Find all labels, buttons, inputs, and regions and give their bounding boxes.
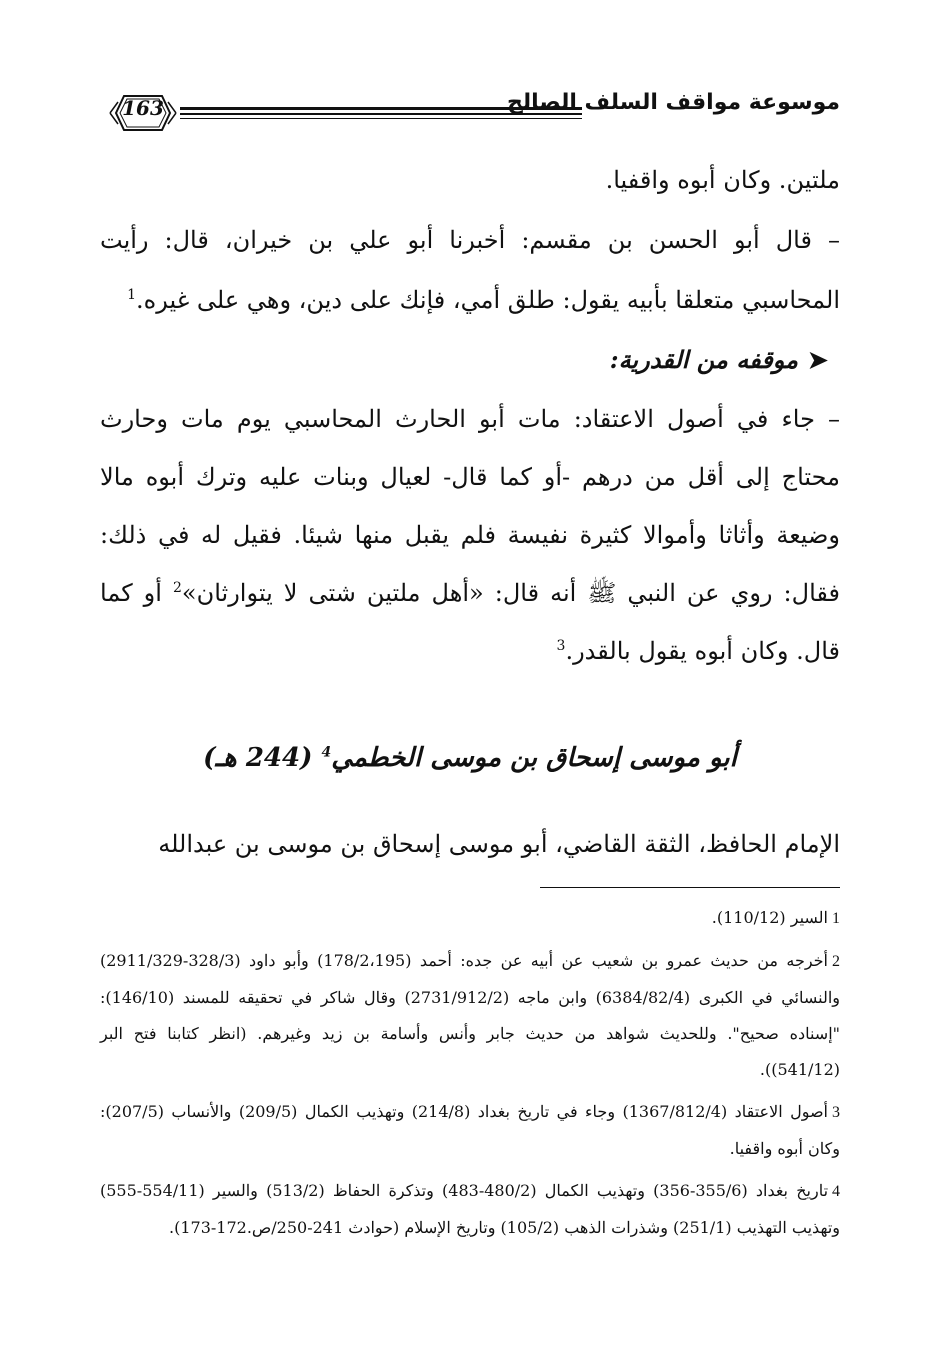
biography-date: (244 هـ) (203, 743, 322, 773)
paragraph (100, 390, 840, 680)
header-rule (180, 118, 582, 119)
paragraph (100, 210, 840, 330)
footnote (100, 1173, 840, 1246)
footnote-text: أخرجه من حديث عمرو بن شعيب عن أبيه عن جده: أحمد (178/2،195) وأبو داود (328/3-2911/329) والنسائي في الكبرى (6384/82/4) وابن ماجه (2731/912/2) وقال شاكر في تحقيقه للمسند (146/10): "إسناده صحيح". وللحديث شواهد من حديث جابر وأنس وأسامة بن زيد وغيرهم. (انظر كتابنا فتح البر (541/12)). (100, 951, 841, 1079)
biography-title (100, 728, 840, 788)
footnote-number: 1 (832, 910, 840, 927)
footnote-ref: 1 (127, 287, 137, 303)
footnote-number: 2 (832, 953, 840, 970)
footnote-text: أصول الاعتقاد (1367/812/4) وجاء في تاريخ بغداد (214/8) وتهذيب الكمال (209/5) والأنساب (207/5): وكان أبوه واقفيا. (100, 1102, 840, 1158)
footnote-text: تاريخ بغداد (355/6-356) وتهذيب الكمال (480/2-483) وتذكرة الحفاظ (513/2) والسير (554/11-555) وتهذيب التهذيب (251/1) وشذرات الذهب (105/2) وتاريخ الإسلام (حوادث 241-250/ص.172-173). (100, 1181, 840, 1237)
section-heading (100, 330, 840, 390)
section-heading-text: موقفه من القدرية: (609, 345, 798, 374)
footnote-ref: 2 (172, 580, 182, 596)
page-header (100, 90, 840, 146)
paragraph-text: أو كما قال. وكان أبوه يقول بالقدر. (100, 579, 840, 665)
footnote (100, 1094, 840, 1167)
footnote-separator (540, 887, 840, 888)
paragraph-text: – قال أبو الحسن بن مقسم: أخبرنا أبو علي بن خيران، قال: رأيت المحاسبي متعلقا بأبيه يقول: طلق أمي، فإنك على دين، وهي على غيره. (100, 226, 840, 314)
page-number: 163 (122, 96, 164, 120)
paragraph: الإمام الحافظ، الثقة القاضي، أبو موسى إسحاق بن موسى بن عبدالله (158, 830, 840, 858)
paragraph: ملتين. وكان أبوه واقفيا. (605, 166, 840, 194)
biography-name: أبو موسى إسحاق بن موسى الخطمي (331, 743, 737, 773)
footnote-ref: 3 (556, 638, 566, 654)
footnotes (100, 900, 840, 1252)
footnote (100, 900, 840, 937)
book-title: موسوعة مواقف السلف الصالح (507, 90, 840, 115)
main-text (100, 150, 840, 874)
arrow-icon: ➤ (807, 345, 828, 374)
footnote-number: 4 (832, 1183, 841, 1200)
footnote-text: السير (110/12). (711, 908, 828, 927)
footnote (100, 943, 840, 1088)
footnote-number: 3 (832, 1104, 841, 1121)
footnote-ref: 4 (321, 744, 332, 761)
paragraph-text: – جاء في أصول الاعتقاد: مات أبو الحارث المحاسبي يوم مات وحارث محتاج إلى أقل من درهم -أو كما قال- لعيال وبنات عليه وترك أبوه مالا وضيعة وأثاثا وأموالا كثيرة نفيسة فلم يقبل منها شيئا. فقيل له في ذلك: فقال: روي عن النبي ﷺ أنه قال: «أهل ملتين شتى لا يتوارثان» (100, 405, 841, 607)
page-number-badge (106, 92, 180, 134)
